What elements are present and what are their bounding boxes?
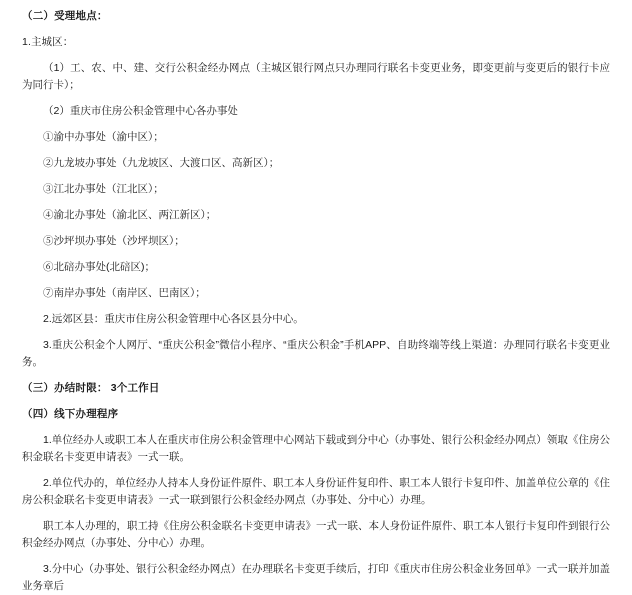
procedure-step-1: 1.单位经办人或职工本人在重庆市住房公积金管理中心网站下载或到分中心（办事处、银行公积金经办网点）领取《住房公积金联名卡变更申请表》一式一联。 (22, 434, 610, 463)
document-body (22, 8, 610, 595)
list-item-suburban-districts: 2.远郊区县：重庆市住房公积金管理中心各区县分中心。 (43, 313, 304, 325)
list-item-nanan-office: ⑦南岸办事处（南岸区、巴南区）； (43, 287, 206, 299)
section-heading-offline-procedure: （四）线下办理程序 (22, 408, 119, 420)
list-item-shapingba-office: ⑤沙坪坝办事处（沙坪坝区）； (43, 235, 185, 247)
section-heading-processing-time: （三）办结时限： 3个工作日 (22, 382, 160, 394)
procedure-step-2-self: 职工本人办理的，职工持《住房公积金联名卡变更申请表》一式一联、本人身份证件原件、职工本人银行卡复印件到银行公积金经办网点（办事处、分中心）办理。 (22, 520, 610, 549)
list-item-beibei-office: ⑥北碚办事处(北碚区)； (43, 261, 155, 273)
list-item-jiulongpo-office: ②九龙坡办事处（九龙坡区、大渡口区、高新区）； (43, 157, 280, 169)
list-item-online-channels: 3.重庆公积金个人网厅、“重庆公积金”微信小程序、“重庆公积金”手机APP、自助终端等线上渠道：办理同行联名卡变更业务。 (22, 339, 610, 368)
list-item-service-offices: （2）重庆市住房公积金管理中心各办事处 (43, 105, 238, 117)
list-item-jiangbei-office: ③江北办事处（江北区）； (43, 183, 164, 195)
list-item-yuzhong-office: ①渝中办事处（渝中区）； (43, 131, 164, 143)
list-item-banks: （1）工、农、中、建、交行公积金经办网点（主城区银行网点只办理同行联名卡变更业务，即变更前与变更后的银行卡应为同行卡）； (22, 62, 610, 91)
procedure-step-2: 2.单位代办的，单位经办人持本人身份证件原件、职工本人身份证件复印件、职工本人银行卡复印件、加盖单位公章的《住房公积金联名卡变更申请表》一式一联到银行公积金经办网点（办事处、分中心）办理。 (22, 477, 610, 506)
list-item-yubei-office: ④渝北办事处（渝北区、两江新区）； (43, 209, 217, 221)
paragraph-main-urban-area: 1.主城区： (22, 36, 74, 48)
section-heading-receiving-location: （二）受理地点： (22, 10, 108, 22)
procedure-step-3: 3.分中心（办事处、银行公积金经办网点）在办理联名卡变更手续后，打印《重庆市住房公积金业务回单》一式一联并加盖业务章后 (22, 563, 610, 592)
